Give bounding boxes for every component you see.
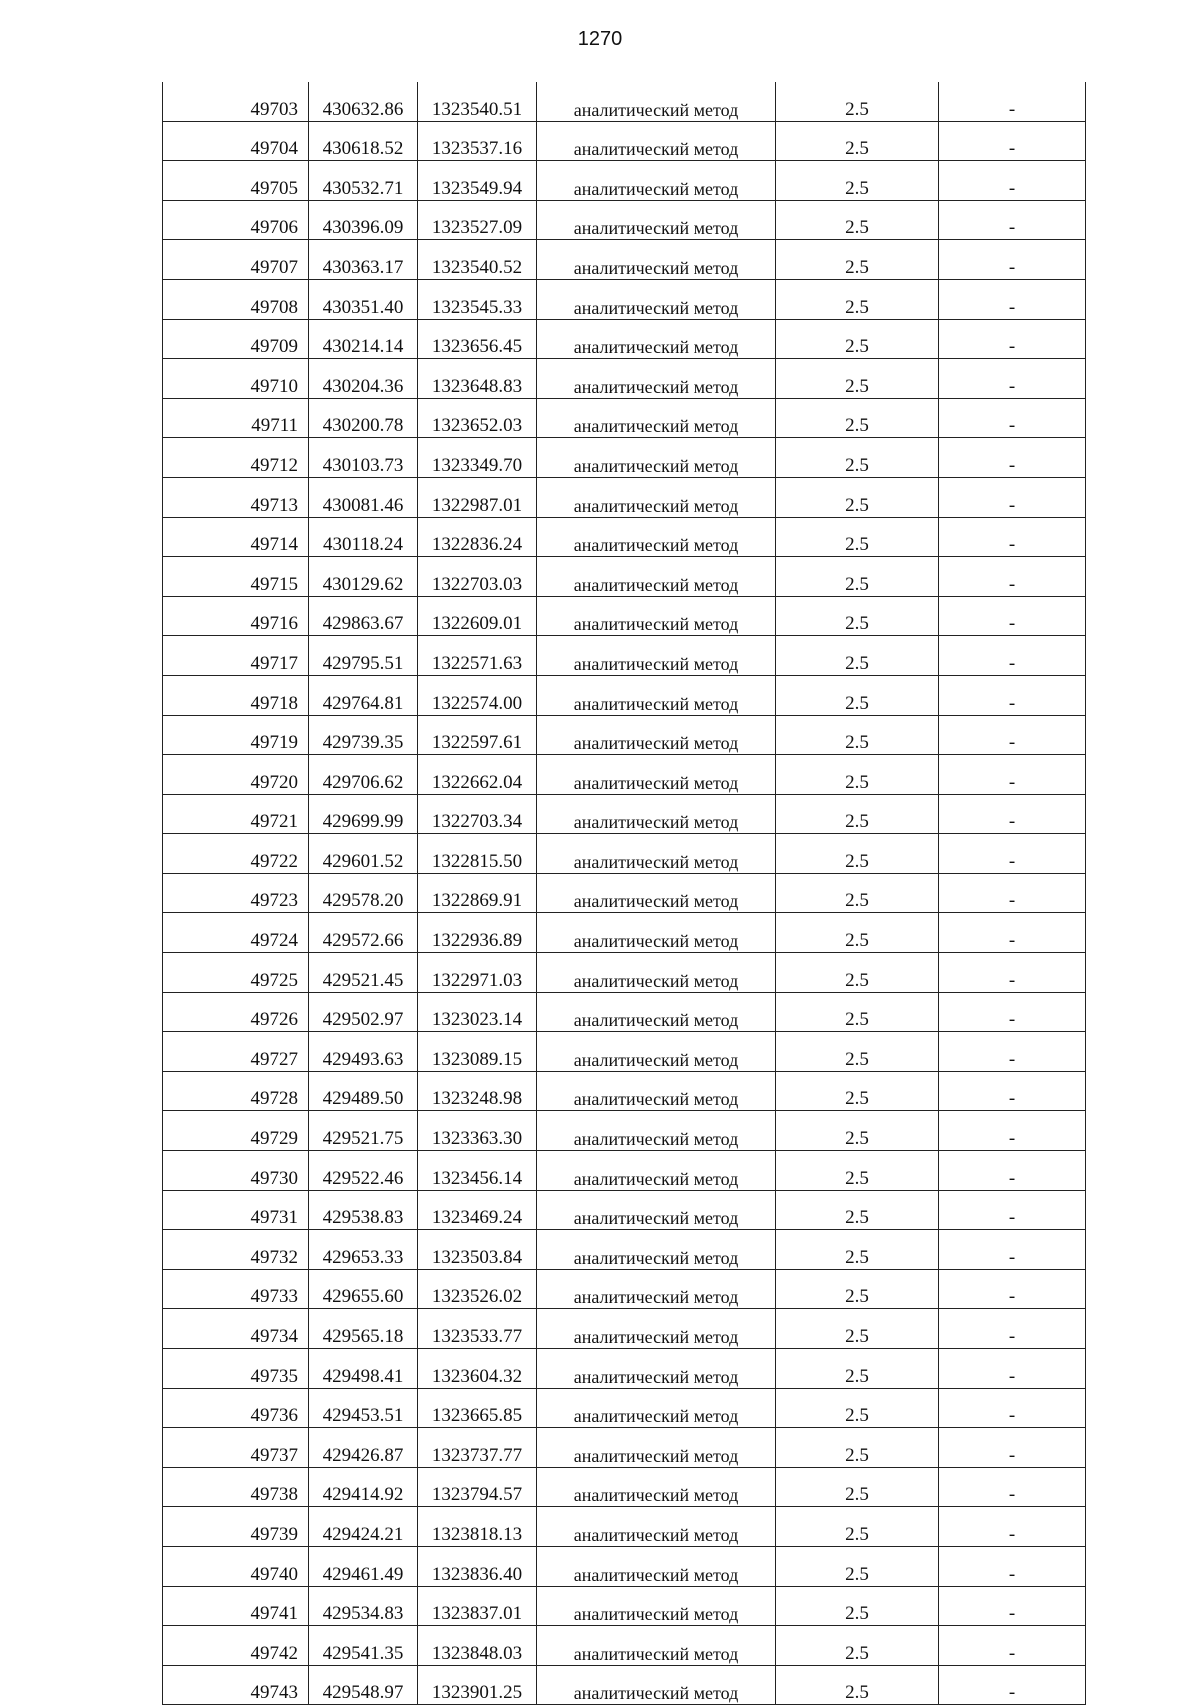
cell-description: - [939,755,1086,795]
cell-accuracy: 2.5 [776,1151,939,1191]
cell-x-coordinate: 429739.35 [309,715,418,755]
cell-method: аналитический метод [537,1507,776,1547]
cell-method: аналитический метод [537,755,776,795]
cell-x-coordinate: 429706.62 [309,755,418,795]
table-row [163,953,1086,993]
cell-description: - [939,517,1086,557]
cell-accuracy: 2.5 [776,200,939,240]
cell-y-coordinate: 1323527.09 [418,200,537,240]
cell-method: аналитический метод [537,1111,776,1151]
table-row [163,200,1086,240]
cell-point-number: 49704 [163,121,309,161]
cell-method: аналитический метод [537,913,776,953]
cell-accuracy: 2.5 [776,992,939,1032]
cell-method: аналитический метод [537,121,776,161]
cell-accuracy: 2.5 [776,279,939,319]
cell-x-coordinate: 429414.92 [309,1467,418,1507]
cell-point-number: 49713 [163,477,309,517]
cell-x-coordinate: 429453.51 [309,1388,418,1428]
cell-description: - [939,1428,1086,1468]
cell-y-coordinate: 1323549.94 [418,161,537,201]
cell-x-coordinate: 429541.35 [309,1626,418,1666]
cell-y-coordinate: 1323469.24 [418,1190,537,1230]
cell-description: - [939,636,1086,676]
cell-y-coordinate: 1323533.77 [418,1309,537,1349]
table-row [163,596,1086,636]
cell-x-coordinate: 430632.86 [309,82,418,121]
cell-x-coordinate: 429601.52 [309,834,418,874]
cell-y-coordinate: 1323526.02 [418,1269,537,1309]
table-row [163,279,1086,319]
cell-accuracy: 2.5 [776,913,939,953]
table-row [163,161,1086,201]
cell-y-coordinate: 1323818.13 [418,1507,537,1547]
cell-method: аналитический метод [537,82,776,121]
cell-y-coordinate: 1323652.03 [418,398,537,438]
cell-y-coordinate: 1323648.83 [418,359,537,399]
cell-point-number: 49738 [163,1467,309,1507]
cell-method: аналитический метод [537,477,776,517]
table-row [163,1349,1086,1389]
cell-y-coordinate: 1323248.98 [418,1071,537,1111]
cell-y-coordinate: 1322936.89 [418,913,537,953]
cell-description: - [939,1230,1086,1270]
cell-method: аналитический метод [537,794,776,834]
cell-description: - [939,1190,1086,1230]
table-row [163,1507,1086,1547]
cell-method: аналитический метод [537,1665,776,1705]
cell-y-coordinate: 1322703.03 [418,557,537,597]
cell-y-coordinate: 1323349.70 [418,438,537,478]
cell-accuracy: 2.5 [776,834,939,874]
cell-y-coordinate: 1323794.57 [418,1467,537,1507]
cell-y-coordinate: 1322836.24 [418,517,537,557]
cell-accuracy: 2.5 [776,755,939,795]
cell-x-coordinate: 429521.75 [309,1111,418,1151]
cell-description: - [939,1586,1086,1626]
cell-method: аналитический метод [537,596,776,636]
cell-method: аналитический метод [537,1546,776,1586]
cell-point-number: 49715 [163,557,309,597]
cell-accuracy: 2.5 [776,715,939,755]
cell-method: аналитический метод [537,1626,776,1666]
cell-y-coordinate: 1323848.03 [418,1626,537,1666]
cell-point-number: 49708 [163,279,309,319]
cell-y-coordinate: 1323901.25 [418,1665,537,1705]
cell-x-coordinate: 429489.50 [309,1071,418,1111]
cell-point-number: 49740 [163,1546,309,1586]
cell-y-coordinate: 1322815.50 [418,834,537,874]
cell-x-coordinate: 429548.97 [309,1665,418,1705]
cell-x-coordinate: 430204.36 [309,359,418,399]
cell-method: аналитический метод [537,675,776,715]
cell-description: - [939,953,1086,993]
table-row [163,675,1086,715]
cell-description: - [939,715,1086,755]
cell-description: - [939,1507,1086,1547]
cell-accuracy: 2.5 [776,1546,939,1586]
cell-x-coordinate: 430618.52 [309,121,418,161]
cell-y-coordinate: 1323836.40 [418,1546,537,1586]
cell-method: аналитический метод [537,279,776,319]
cell-accuracy: 2.5 [776,1269,939,1309]
table-row [163,82,1086,121]
cell-method: аналитический метод [537,1467,776,1507]
cell-point-number: 49710 [163,359,309,399]
table-row [163,1626,1086,1666]
cell-point-number: 49741 [163,1586,309,1626]
cell-y-coordinate: 1323540.52 [418,240,537,280]
cell-y-coordinate: 1323604.32 [418,1349,537,1389]
cell-y-coordinate: 1323837.01 [418,1586,537,1626]
cell-x-coordinate: 429498.41 [309,1349,418,1389]
cell-accuracy: 2.5 [776,1230,939,1270]
cell-x-coordinate: 429493.63 [309,1032,418,1072]
cell-description: - [939,596,1086,636]
cell-description: - [939,913,1086,953]
cell-y-coordinate: 1323503.84 [418,1230,537,1270]
cell-description: - [939,359,1086,399]
cell-x-coordinate: 429655.60 [309,1269,418,1309]
table-row [163,1586,1086,1626]
cell-accuracy: 2.5 [776,1071,939,1111]
cell-accuracy: 2.5 [776,1349,939,1389]
cell-x-coordinate: 429572.66 [309,913,418,953]
table-row [163,794,1086,834]
cell-point-number: 49730 [163,1151,309,1191]
cell-method: аналитический метод [537,1151,776,1191]
table-row [163,1388,1086,1428]
cell-method: аналитический метод [537,200,776,240]
cell-point-number: 49731 [163,1190,309,1230]
cell-description: - [939,240,1086,280]
cell-accuracy: 2.5 [776,636,939,676]
cell-point-number: 49719 [163,715,309,755]
cell-x-coordinate: 429522.46 [309,1151,418,1191]
cell-point-number: 49718 [163,675,309,715]
cell-x-coordinate: 429764.81 [309,675,418,715]
coordinates-table [162,82,1086,1705]
cell-accuracy: 2.5 [776,161,939,201]
cell-point-number: 49736 [163,1388,309,1428]
cell-x-coordinate: 429653.33 [309,1230,418,1270]
cell-accuracy: 2.5 [776,1190,939,1230]
table-row [163,1269,1086,1309]
cell-accuracy: 2.5 [776,1111,939,1151]
table-row [163,636,1086,676]
cell-x-coordinate: 429534.83 [309,1586,418,1626]
cell-method: аналитический метод [537,715,776,755]
cell-point-number: 49720 [163,755,309,795]
table-row [163,913,1086,953]
cell-y-coordinate: 1323656.45 [418,319,537,359]
cell-accuracy: 2.5 [776,1388,939,1428]
cell-accuracy: 2.5 [776,1626,939,1666]
table-row [163,1665,1086,1705]
cell-description: - [939,992,1086,1032]
cell-point-number: 49706 [163,200,309,240]
cell-x-coordinate: 429863.67 [309,596,418,636]
cell-method: аналитический метод [537,1269,776,1309]
cell-point-number: 49709 [163,319,309,359]
cell-x-coordinate: 429502.97 [309,992,418,1032]
table-row [163,398,1086,438]
cell-description: - [939,1467,1086,1507]
cell-x-coordinate: 429565.18 [309,1309,418,1349]
cell-description: - [939,121,1086,161]
cell-method: аналитический метод [537,1032,776,1072]
cell-accuracy: 2.5 [776,675,939,715]
cell-method: аналитический метод [537,1388,776,1428]
cell-x-coordinate: 430214.14 [309,319,418,359]
cell-x-coordinate: 429578.20 [309,873,418,913]
cell-point-number: 49722 [163,834,309,874]
cell-accuracy: 2.5 [776,1309,939,1349]
cell-x-coordinate: 429424.21 [309,1507,418,1547]
cell-point-number: 49739 [163,1507,309,1547]
table-row [163,1190,1086,1230]
cell-point-number: 49726 [163,992,309,1032]
cell-description: - [939,1626,1086,1666]
cell-x-coordinate: 430081.46 [309,477,418,517]
cell-y-coordinate: 1322987.01 [418,477,537,517]
cell-description: - [939,1269,1086,1309]
cell-accuracy: 2.5 [776,1428,939,1468]
cell-point-number: 49703 [163,82,309,121]
cell-x-coordinate: 430532.71 [309,161,418,201]
cell-point-number: 49724 [163,913,309,953]
cell-y-coordinate: 1323737.77 [418,1428,537,1468]
cell-description: - [939,834,1086,874]
cell-description: - [939,200,1086,240]
cell-x-coordinate: 429699.99 [309,794,418,834]
table-row [163,1428,1086,1468]
cell-description: - [939,1032,1086,1072]
cell-y-coordinate: 1322703.34 [418,794,537,834]
table-row [163,1111,1086,1151]
cell-description: - [939,398,1086,438]
table-row [163,557,1086,597]
cell-x-coordinate: 430200.78 [309,398,418,438]
table-row [163,477,1086,517]
cell-description: - [939,675,1086,715]
cell-point-number: 49717 [163,636,309,676]
table-row [163,1546,1086,1586]
cell-y-coordinate: 1323540.51 [418,82,537,121]
cell-y-coordinate: 1322869.91 [418,873,537,913]
cell-x-coordinate: 429538.83 [309,1190,418,1230]
cell-point-number: 49727 [163,1032,309,1072]
cell-x-coordinate: 430129.62 [309,557,418,597]
cell-point-number: 49723 [163,873,309,913]
table-row [163,1032,1086,1072]
table-row [163,873,1086,913]
cell-point-number: 49705 [163,161,309,201]
cell-method: аналитический метод [537,161,776,201]
table-row [163,319,1086,359]
cell-method: аналитический метод [537,636,776,676]
cell-accuracy: 2.5 [776,596,939,636]
cell-description: - [939,873,1086,913]
cell-accuracy: 2.5 [776,240,939,280]
cell-y-coordinate: 1323363.30 [418,1111,537,1151]
cell-description: - [939,1546,1086,1586]
cell-description: - [939,794,1086,834]
cell-x-coordinate: 429521.45 [309,953,418,993]
cell-description: - [939,477,1086,517]
cell-method: аналитический метод [537,1349,776,1389]
cell-accuracy: 2.5 [776,398,939,438]
cell-method: аналитический метод [537,438,776,478]
cell-point-number: 49711 [163,398,309,438]
cell-description: - [939,279,1086,319]
cell-description: - [939,1388,1086,1428]
table-row [163,438,1086,478]
cell-point-number: 49734 [163,1309,309,1349]
table-row [163,1467,1086,1507]
cell-point-number: 49712 [163,438,309,478]
cell-y-coordinate: 1322662.04 [418,755,537,795]
cell-accuracy: 2.5 [776,873,939,913]
cell-accuracy: 2.5 [776,1665,939,1705]
cell-point-number: 49733 [163,1269,309,1309]
cell-description: - [939,557,1086,597]
cell-y-coordinate: 1322574.00 [418,675,537,715]
cell-y-coordinate: 1323023.14 [418,992,537,1032]
cell-x-coordinate: 430396.09 [309,200,418,240]
cell-point-number: 49721 [163,794,309,834]
table-row [163,715,1086,755]
cell-method: аналитический метод [537,992,776,1032]
cell-point-number: 49707 [163,240,309,280]
cell-accuracy: 2.5 [776,477,939,517]
cell-x-coordinate: 429461.49 [309,1546,418,1586]
cell-accuracy: 2.5 [776,1507,939,1547]
cell-method: аналитический метод [537,834,776,874]
table-row [163,121,1086,161]
cell-accuracy: 2.5 [776,438,939,478]
table-row [163,1230,1086,1270]
cell-point-number: 49729 [163,1111,309,1151]
table-row [163,1151,1086,1191]
cell-description: - [939,1665,1086,1705]
cell-description: - [939,319,1086,359]
cell-description: - [939,1071,1086,1111]
cell-accuracy: 2.5 [776,557,939,597]
cell-x-coordinate: 430363.17 [309,240,418,280]
cell-y-coordinate: 1322971.03 [418,953,537,993]
cell-description: - [939,161,1086,201]
cell-method: аналитический метод [537,557,776,597]
cell-point-number: 49742 [163,1626,309,1666]
cell-method: аналитический метод [537,1230,776,1270]
table-row [163,1309,1086,1349]
cell-description: - [939,1309,1086,1349]
cell-accuracy: 2.5 [776,1467,939,1507]
cell-description: - [939,82,1086,121]
cell-accuracy: 2.5 [776,1032,939,1072]
cell-y-coordinate: 1323456.14 [418,1151,537,1191]
cell-point-number: 49714 [163,517,309,557]
cell-method: аналитический метод [537,359,776,399]
cell-y-coordinate: 1322609.01 [418,596,537,636]
table-row [163,992,1086,1032]
cell-description: - [939,438,1086,478]
cell-description: - [939,1151,1086,1191]
table-row [163,1071,1086,1111]
cell-method: аналитический метод [537,1071,776,1111]
cell-x-coordinate: 429795.51 [309,636,418,676]
cell-accuracy: 2.5 [776,517,939,557]
cell-point-number: 49716 [163,596,309,636]
table-row [163,517,1086,557]
cell-method: аналитический метод [537,398,776,438]
cell-y-coordinate: 1322571.63 [418,636,537,676]
cell-method: аналитический метод [537,953,776,993]
page-number: 1270 [577,28,623,50]
cell-accuracy: 2.5 [776,319,939,359]
cell-y-coordinate: 1323089.15 [418,1032,537,1072]
cell-y-coordinate: 1323537.16 [418,121,537,161]
cell-point-number: 49735 [163,1349,309,1389]
cell-accuracy: 2.5 [776,953,939,993]
cell-description: - [939,1349,1086,1389]
coordinates-table-body [163,82,1086,1705]
table-row [163,359,1086,399]
cell-accuracy: 2.5 [776,82,939,121]
cell-y-coordinate: 1323665.85 [418,1388,537,1428]
cell-description: - [939,1111,1086,1151]
cell-x-coordinate: 430118.24 [309,517,418,557]
table-row [163,240,1086,280]
table-row [163,834,1086,874]
cell-point-number: 49737 [163,1428,309,1468]
cell-accuracy: 2.5 [776,359,939,399]
cell-point-number: 49728 [163,1071,309,1111]
cell-accuracy: 2.5 [776,1586,939,1626]
cell-x-coordinate: 430103.73 [309,438,418,478]
cell-accuracy: 2.5 [776,121,939,161]
cell-method: аналитический метод [537,240,776,280]
cell-point-number: 49732 [163,1230,309,1270]
cell-method: аналитический метод [537,1586,776,1626]
cell-y-coordinate: 1322597.61 [418,715,537,755]
cell-accuracy: 2.5 [776,794,939,834]
cell-point-number: 49743 [163,1665,309,1705]
cell-x-coordinate: 430351.40 [309,279,418,319]
cell-x-coordinate: 429426.87 [309,1428,418,1468]
table-row [163,755,1086,795]
cell-method: аналитический метод [537,873,776,913]
cell-point-number: 49725 [163,953,309,993]
cell-method: аналитический метод [537,1190,776,1230]
cell-method: аналитический метод [537,517,776,557]
cell-y-coordinate: 1323545.33 [418,279,537,319]
cell-method: аналитический метод [537,319,776,359]
cell-method: аналитический метод [537,1428,776,1468]
cell-method: аналитический метод [537,1309,776,1349]
